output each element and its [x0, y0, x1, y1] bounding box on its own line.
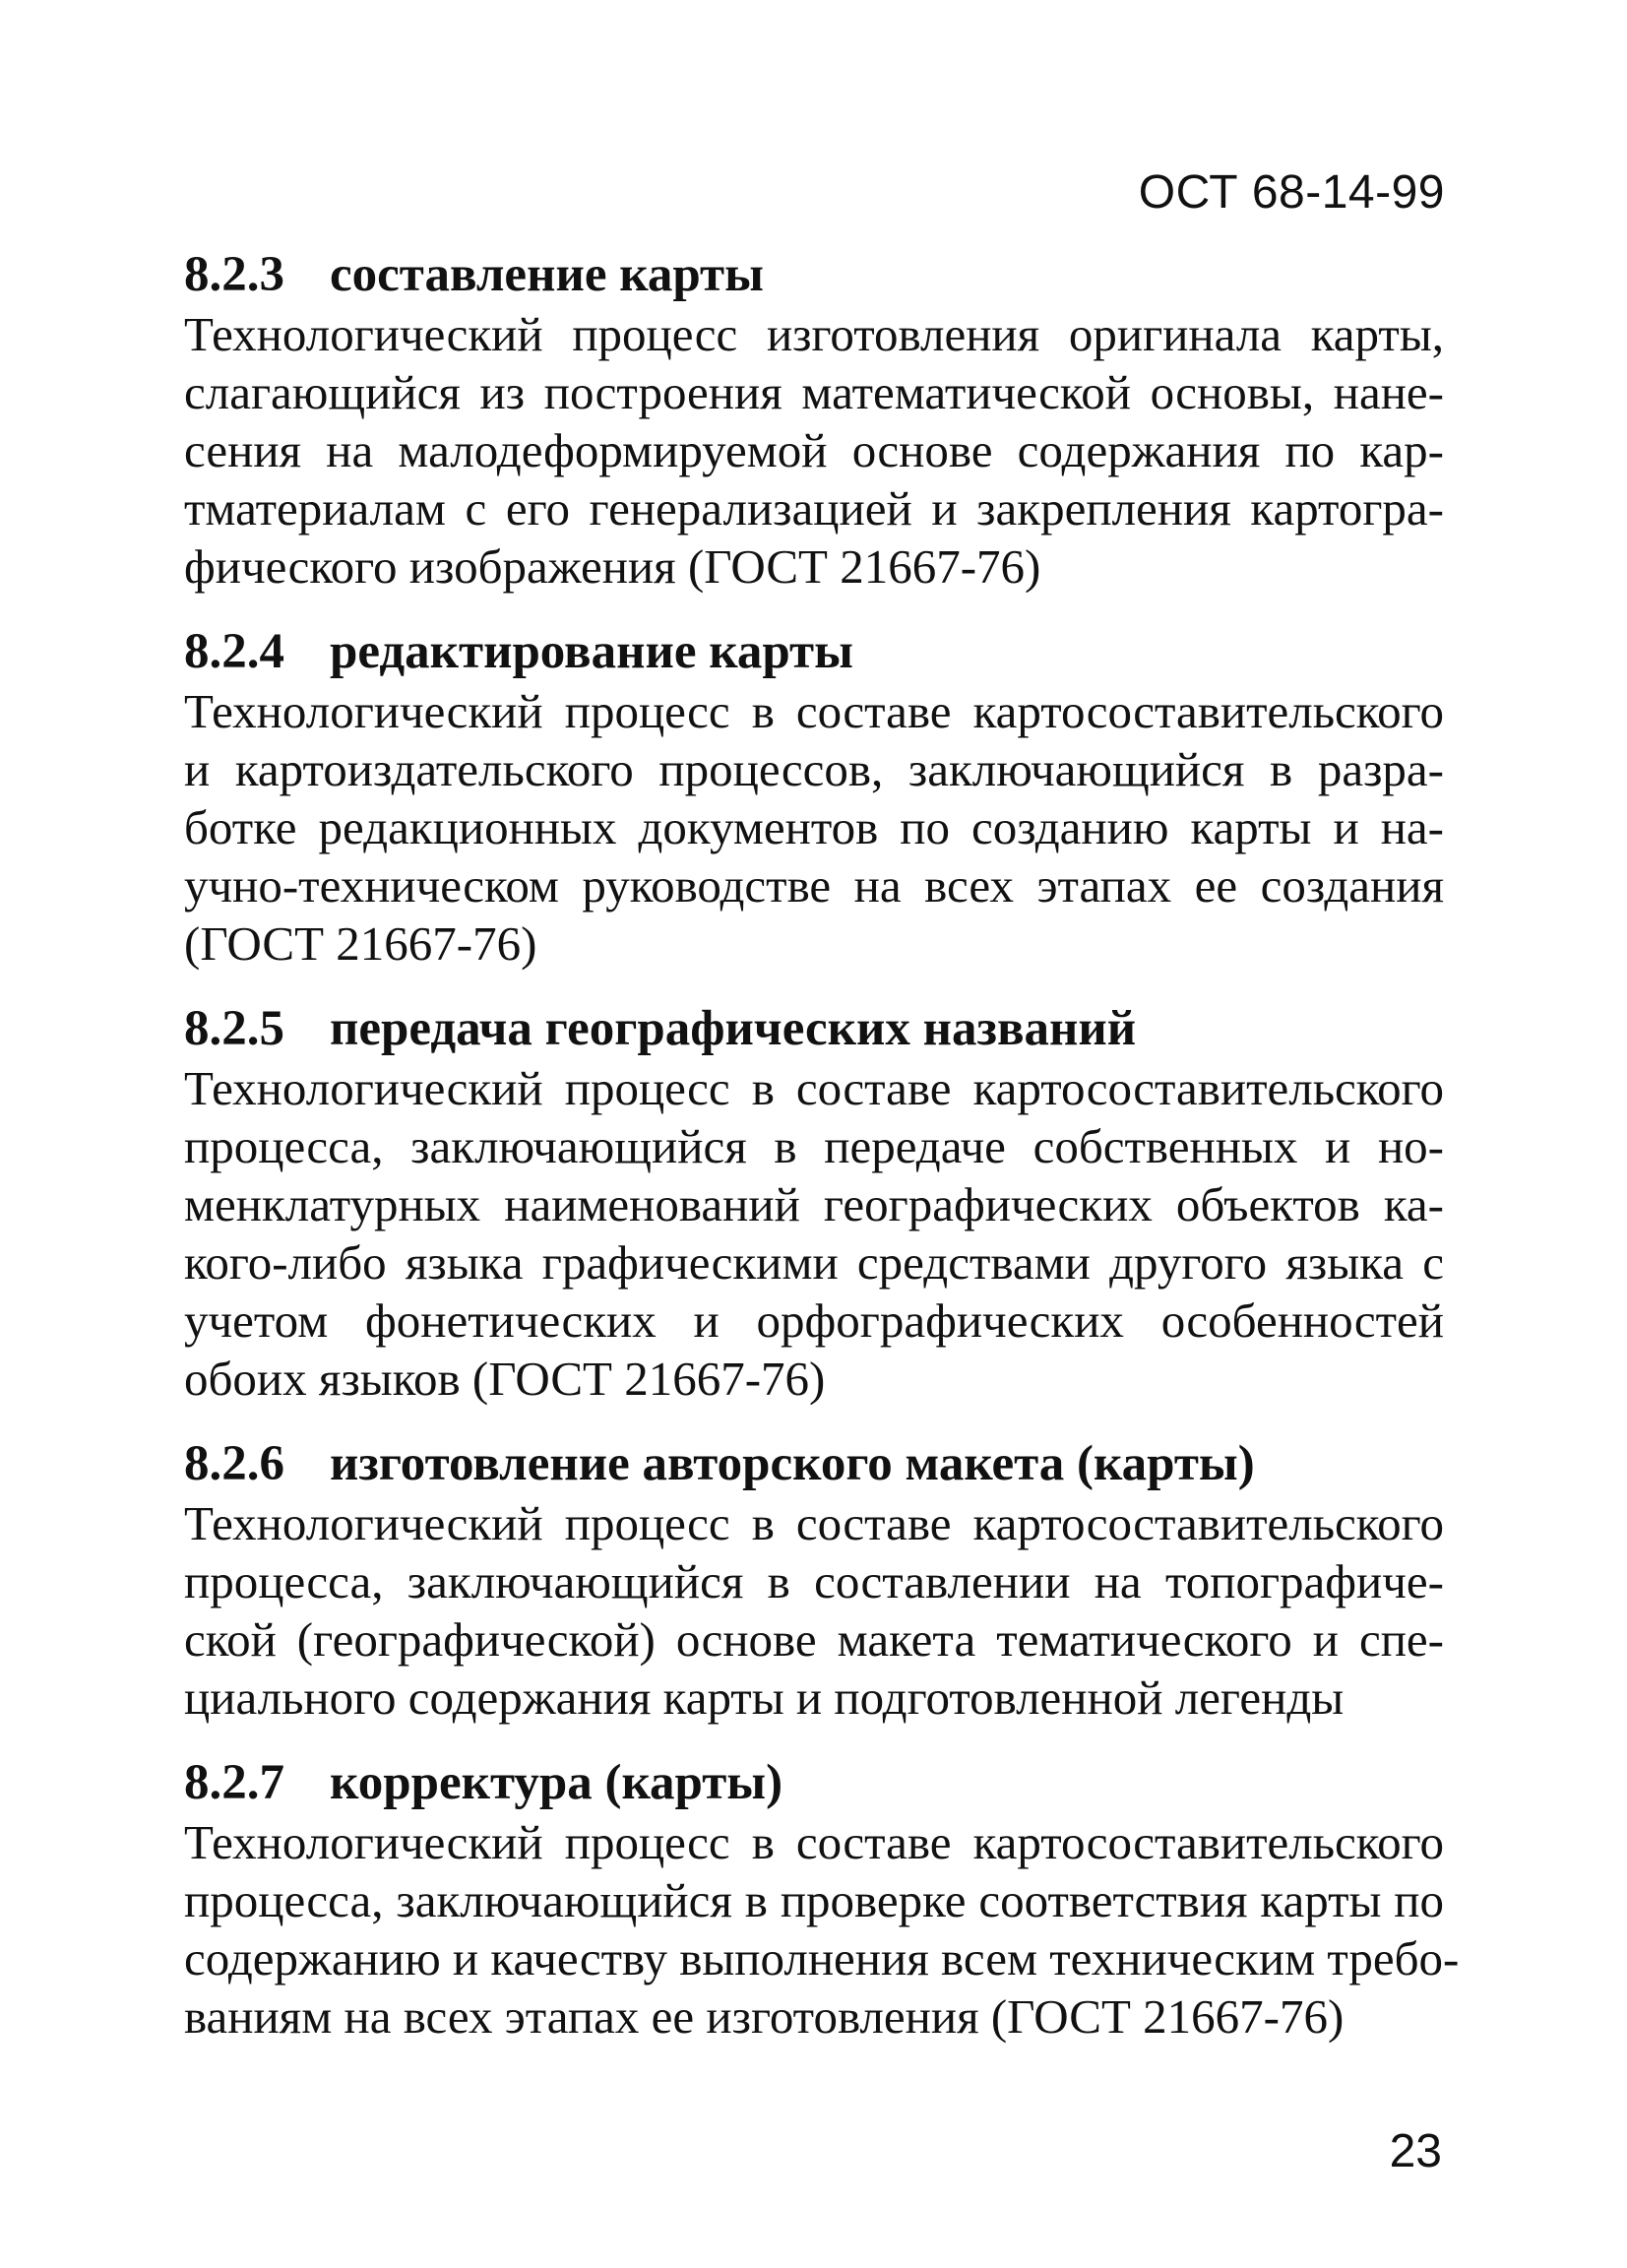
- definition-line: процесса, заключающийся в составлении на топографиче-: [184, 1554, 1444, 1608]
- term-heading: [184, 998, 1444, 1059]
- definition-line: процесса, заключающийся в передаче собственных и но-: [184, 1119, 1444, 1173]
- definition-line: менклатурных наименований географических объектов ка-: [184, 1177, 1444, 1231]
- term-heading: [184, 244, 1444, 305]
- term-title: изготовление авторского макета (карты): [330, 1436, 1255, 1491]
- term-title: составление карты: [330, 247, 764, 302]
- term-number: 8.2.5: [184, 1001, 284, 1056]
- term-number: 8.2.6: [184, 1436, 284, 1491]
- definition-line: Технологический процесс в составе картосоставительского: [184, 1061, 1444, 1115]
- definition-line: учетом фонетических и орфографических особенностей: [184, 1293, 1444, 1348]
- term-title: корректура (карты): [330, 1755, 783, 1810]
- term-heading: [184, 1752, 1444, 1813]
- term-section: [184, 1433, 1444, 1727]
- term-section: [184, 621, 1444, 973]
- definition-line: Технологический процесс в составе картосоставительского: [184, 1815, 1444, 1869]
- definition-line: слагающийся из построения математической основы, нане-: [184, 365, 1444, 419]
- definition-line: (ГОСТ 21667-76): [184, 916, 537, 971]
- term-section: [184, 1752, 1460, 2046]
- definition-line: содержанию и качеству выполнения всем техническим требо-: [184, 1931, 1460, 1985]
- term-number: 8.2.3: [184, 247, 284, 302]
- definition-line: и картоиздательского процессов, заключающийся в разра-: [184, 742, 1444, 796]
- term-definition: [184, 305, 1444, 596]
- definition-line: Технологический процесс изготовления оригинала карты,: [184, 307, 1444, 361]
- definition-line: ваниям на всех этапах ее изготовления (ГОСТ 21667-76): [184, 1989, 1345, 2044]
- definition-line: обоих языков (ГОСТ 21667-76): [184, 1352, 826, 1406]
- definition-line: Технологический процесс в составе картосоставительского: [184, 1496, 1444, 1550]
- term-number: 8.2.4: [184, 624, 284, 679]
- term-definition: [184, 1494, 1444, 1727]
- definition-line: ботке редакционных документов по созданию карты и на-: [184, 800, 1444, 854]
- term-number: 8.2.7: [184, 1755, 284, 1810]
- definition-line: тматериалам с его генерализацией и закрепления картогра-: [184, 481, 1444, 536]
- term-heading: [184, 1433, 1444, 1494]
- term-heading: [184, 621, 1444, 682]
- definition-line: фического изображения (ГОСТ 21667-76): [184, 539, 1041, 594]
- definition-line: сения на малодеформируемой основе содержания по кар-: [184, 423, 1444, 477]
- term-title: передача географических названий: [330, 1001, 1137, 1056]
- term-title: редактирование карты: [330, 624, 853, 679]
- page-number: 23: [1389, 2125, 1442, 2177]
- definition-line: процесса, заключающийся в проверке соответствия карты по: [184, 1873, 1444, 1927]
- definition-line: циального содержания карты и подготовленной легенды: [184, 1670, 1345, 1725]
- document-code: ОСТ 68-14-99: [1138, 166, 1445, 219]
- term-section: [184, 998, 1444, 1408]
- term-definition: [184, 682, 1444, 973]
- definition-line: Технологический процесс в составе картосоставительского: [184, 684, 1444, 738]
- document-body: [184, 244, 1460, 2071]
- term-definition: [184, 1813, 1460, 2046]
- definition-line: учно-техническом руководстве на всех этапах ее создания: [184, 858, 1444, 913]
- term-section: [184, 244, 1444, 596]
- definition-line: кого-либо языка графическими средствами другого языка с: [184, 1235, 1444, 1290]
- term-definition: [184, 1059, 1444, 1408]
- definition-line: ской (географической) основе макета тематического и спе-: [184, 1612, 1444, 1667]
